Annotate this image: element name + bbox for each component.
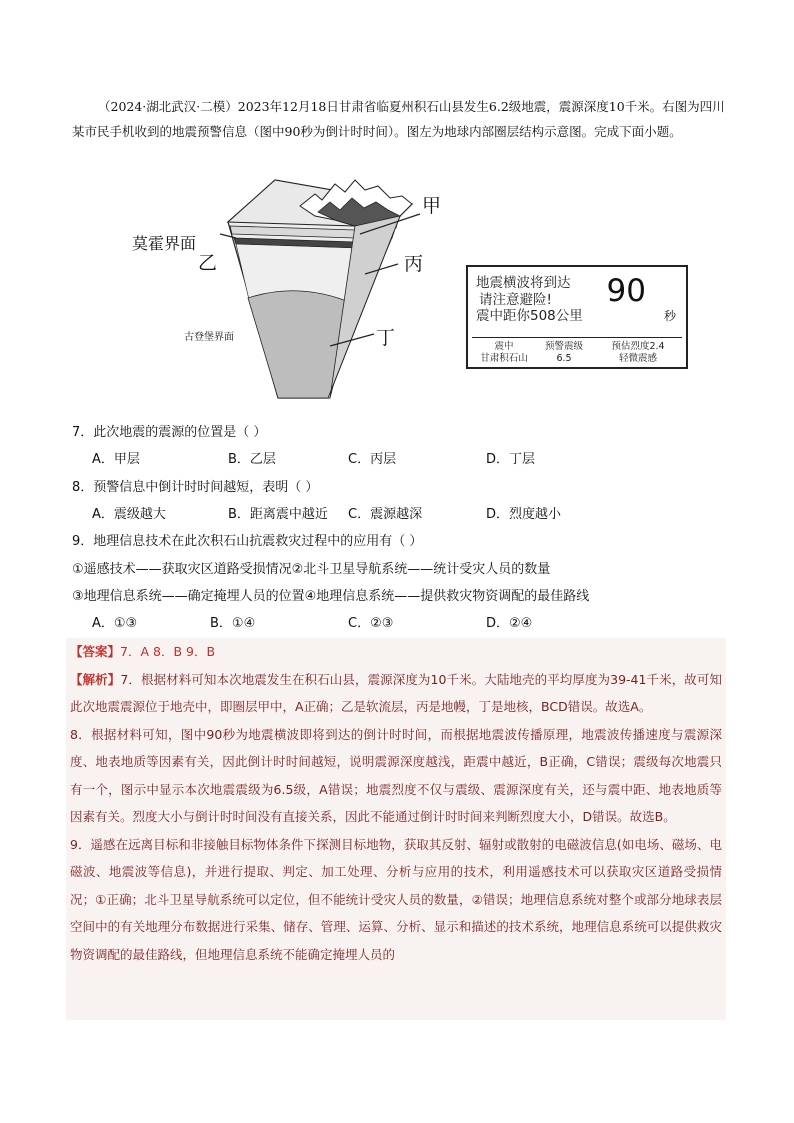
- analysis-7: 【解析】7．根据材料可知本次地震发生在积石山县，震源深度为10千米。大陆地壳的平均厚度为39-41千米，故可知此次地震震源位于地壳中，即圈层甲中，A正确；乙是软流层，丙是地幔，丁是地核，BCD错误。故选A。: [70, 671, 722, 714]
- option: A．①③: [92, 616, 138, 631]
- alert-magnitude: 预警震级 6.5: [544, 341, 583, 364]
- analysis-8: 8．根据材料可知，图中90秒为地震横波即将到达的倒计时时间，而根据地震波传播原理，地震波传播速度与震源深度、地表地质等因素有关，因此倒计时时间越短，说明震源深度越浅，距震中越近，B正确，C错误；震级每次地震只有一个，图示中显示本次地震震级为6.5级，A错误；地震烈度不仅与震级、震源深度有关，还与震中距、地表地质等因素有关。烈度大小与倒计时时间没有直接关系，因此不能通过倒计时时间来判断烈度大小，D错误。故选B。: [70, 726, 722, 824]
- option: B．①④: [210, 616, 256, 631]
- answer-values: 7．A 8．B 9．B: [120, 644, 216, 659]
- analysis-9: 9．遥感在远离目标和非接触目标物体条件下探测目标地物，获取其反射、辐射或散射的电磁波信息(如电场、磁场、电磁波、地震波等信息)，并进行提取、判定、加工处理、分析与应用的技术，利用遥感技术可以获取灾区道路受损情况；①正确；北斗卫星导航系统可以定位，但不能统计受灾人员的数量，②错误；地理信息系统对整个或部分地球表层空间中的有关地理分布数据进行采集、储存、管理、运算、分析、显示和描述的技术系统，地理信息系统可以提供救灾物资调配的最佳路线，但地理信息系统不能确定掩埋人员的: [70, 836, 722, 962]
- label-gutenberg: 古登堡界面: [184, 332, 234, 343]
- analysis-tag: 【解析】: [70, 671, 121, 687]
- question-7-stem: 7．此次地震的震源的位置是（ ）: [72, 425, 267, 440]
- alert-countdown: 90: [606, 273, 646, 309]
- answer-tag: 【答案】: [70, 644, 121, 659]
- question-9-stem: 9．地理信息技术在此次积石山抗震救灾过程中的应用有（ ）: [72, 534, 423, 549]
- label-yi: 乙: [198, 252, 218, 274]
- option: D．②④: [486, 616, 533, 631]
- answer-analysis-block: [66, 638, 726, 1020]
- intro-source: （2024·湖北武汉·二模）: [98, 99, 238, 114]
- answer-line: [70, 638, 722, 666]
- option: D．烈度越小: [486, 507, 562, 522]
- alert-message: 地震横波将到达 请注意避险! 震中距你508公里: [476, 275, 583, 324]
- option: C．震源越深: [348, 507, 423, 522]
- earthquake-alert-panel: [466, 265, 688, 369]
- label-jia: 甲: [422, 195, 442, 217]
- label-moho: 莫霍界面: [132, 234, 197, 253]
- option: A．震级越大: [92, 507, 166, 522]
- alert-divider: [472, 337, 682, 338]
- option: A．甲层: [92, 452, 140, 467]
- label-bing: 丙: [404, 253, 424, 275]
- alert-intensity: 预估烈度2.4 轻微震感: [611, 341, 665, 364]
- question-9-statement-1: ①遥感技术——获取灾区道路受损情况②北斗卫星导航系统——统计受灾人员的数量: [72, 562, 551, 577]
- intro-paragraph: [72, 94, 732, 144]
- option: C．丙层: [348, 452, 397, 467]
- intro-text: 2023年12月18日甘肃省临夏州积石山县发生6.2级地震，震源深度10千米。右图为四川某市民手机收到的地震预警信息（图中90秒为倒计时时间）。图左为地球内部圈层结构示意图。完成下面小题。: [72, 99, 725, 139]
- question-8-stem: 8．预警信息中倒计时时间越短，表明（ ）: [72, 480, 319, 495]
- alert-countdown-unit: 秒: [663, 309, 676, 323]
- question-9-statement-2: ③地理信息系统——确定掩埋人员的位置④地理信息系统——提供救灾物资调配的最佳路线: [72, 589, 590, 604]
- option: C．②③: [348, 616, 394, 631]
- alert-epicenter: 震中 甘肃积石山: [480, 341, 528, 364]
- option: B．距离震中越近: [228, 507, 328, 522]
- option: D．丁层: [486, 452, 536, 467]
- option: B．乙层: [228, 452, 276, 467]
- label-ding: 丁: [376, 327, 396, 349]
